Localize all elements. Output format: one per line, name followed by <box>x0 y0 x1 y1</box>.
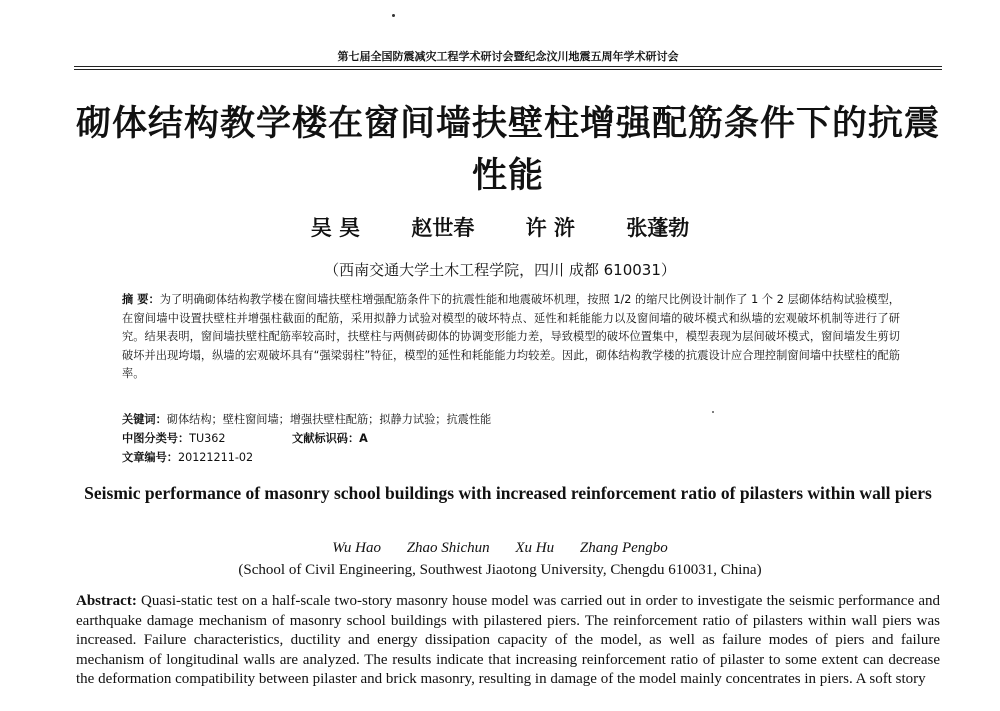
authors-en <box>0 540 1000 557</box>
author-cn: 赵世春 <box>411 216 475 240</box>
scan-speck <box>392 14 395 17</box>
author-en: Xu Hu <box>515 540 555 556</box>
conference-header: 第七届全国防震减灾工程学术研讨会暨纪念汶川地震五周年学术研讨会 <box>337 50 679 63</box>
title-cn: 砌体结构教学楼在窗间墙扶壁柱增强配筋条件下的抗震性能 <box>75 104 940 196</box>
classification-value: TU362 <box>189 432 226 445</box>
article-number-value: 20121211-02 <box>177 451 254 464</box>
keywords-text: 砌体结构；壁柱窗间墙；增强扶壁柱配筋；拟静力试验；抗震性能 <box>166 413 492 426</box>
document-code-label: 文献标识码： <box>292 432 360 445</box>
abstract-cn-text: 为了明确砌体结构教学楼在窗间墙扶壁柱增强配筋条件下的抗震性能和地震破坏机理，按照 1/2 的缩尺比例设计制作了 1 个 2 层砌体结构试验模型，在窗间墙中设置扶壁柱并增强柱截面的配筋，采用拟静力试验对模型的破坏特点、延性和耗能能力以及窗间墙的破坏模式和纵墙的宏观破坏机制等进行了研究。结果表明，窗间墙扶壁柱配筋率较高时，扶壁柱与两侧砖砌体的协调变形能力差，导致模型的破坏位置集中，模型表现为层间破坏模式，窗间墙发生剪切破坏并出现垮塌，纵墙的宏观破坏具有“强梁弱柱”特征，模型的延性和耗能能力均较差。因此，砌体结构教学楼的抗震设计应合理控制窗间墙中扶壁柱的配筋率。 <box>122 293 900 381</box>
abstract-en-text: Quasi-static test on a half-scale two-story masonry house model was carried out in order to investigate the seismic performance and earthquake damage mechanism of masonry school buildings with pilastered piers. The reinforcement ratio of pilasters within wall piers was increased. Failure characteristics, ductility and energy dissipation capacity of the model, as well as failure modes of piers and failure mechanism of longitudinal walls are analyzed. The results indicate that increasing reinforcement ratio of pilaster to some extent can decrease the deformation compatibility between pilaster and brick masonry, resulting in damage of the model mainly concentrates in piers. A soft story <box>76 593 940 687</box>
keywords-label: 关键词： <box>122 413 167 426</box>
author-en: Wu Hao <box>332 540 381 556</box>
author-cn: 许 浒 <box>525 216 575 240</box>
keywords-line <box>122 411 491 429</box>
header-rule <box>74 66 942 70</box>
article-number-label: 文章编号： <box>122 451 178 464</box>
scan-speck <box>712 411 714 413</box>
affiliation-en: (School of Civil Engineering, Southwest Jiaotong University, Chengdu 610031, China) <box>238 562 762 578</box>
document-code-value: A <box>359 432 368 445</box>
author-en: Zhao Shichun <box>406 540 490 556</box>
title-en: Seismic performance of masonry school buildings with increased reinforcement ratio of pilasters within wall piers <box>84 483 932 503</box>
classification-line <box>122 430 368 448</box>
document-code <box>292 430 368 448</box>
abstract-cn <box>122 291 900 384</box>
abstract-cn-label: 摘 要： <box>122 293 160 306</box>
author-cn: 张蓬勃 <box>626 216 690 240</box>
author-cn: 吴 昊 <box>310 216 361 240</box>
abstract-en <box>76 592 940 690</box>
abstract-en-label: Abstract: <box>76 593 137 609</box>
article-number-line <box>122 449 253 467</box>
author-en: Zhang Pengbo <box>579 540 668 556</box>
classification-label: 中图分类号： <box>122 432 190 445</box>
authors-cn <box>0 212 1000 242</box>
affiliation-cn: （西南交通大学土木工程学院，四川 成都 610031） <box>324 261 676 279</box>
